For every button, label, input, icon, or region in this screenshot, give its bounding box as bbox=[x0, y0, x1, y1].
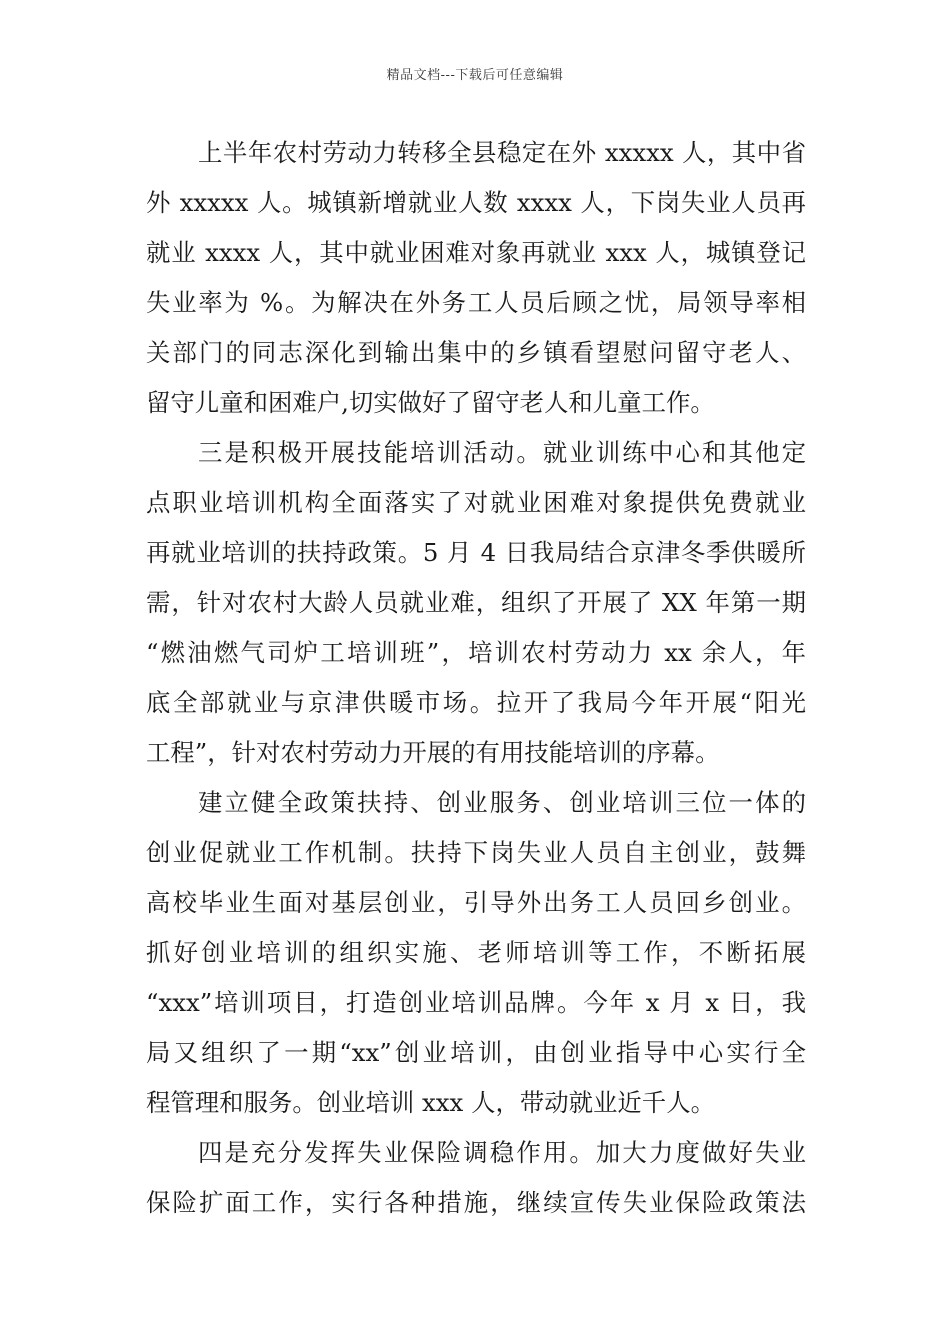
text-line: 需，针对农村大龄人员就业难，组织了开展了 XX 年第一期 bbox=[146, 588, 806, 617]
text-line: 点职业培训机构全面落实了对就业困难对象提供免费就业 bbox=[146, 488, 806, 517]
text-line: 保险扩面工作，实行各种措施，继续宣传失业保险政策法 bbox=[146, 1188, 806, 1217]
text-line: 抓好创业培训的组织实施、老师培训等工作，不断拓展 bbox=[146, 938, 806, 967]
text-line: 工程”，针对农村劳动力开展的有用技能培训的序幕。 bbox=[146, 738, 720, 767]
text-line: 创业促就业工作机制。扶持下岗失业人员自主创业，鼓舞 bbox=[146, 838, 806, 867]
paragraph-4 bbox=[146, 1128, 806, 1228]
text-line: 留守儿童和困难户,切实做好了留守老人和儿童工作。 bbox=[146, 388, 715, 417]
text-line: 局又组织了一期“xx”创业培训，由创业指导中心实行全 bbox=[146, 1038, 806, 1067]
text-line: “燃油燃气司炉工培训班”，培训农村劳动力 xx 余人，年 bbox=[146, 638, 806, 667]
text-line: 上半年农村劳动力转移全县稳定在外 xxxxx 人，其中省 bbox=[198, 138, 806, 167]
text-line: 建立健全政策扶持、创业服务、创业培训三位一体的 bbox=[198, 788, 806, 817]
text-line: 失业率为 %。为解决在外务工人员后顾之忧，局领导率相 bbox=[146, 288, 806, 317]
paragraph-1 bbox=[146, 128, 806, 428]
text-line: 三是积极开展技能培训活动。就业训练中心和其他定 bbox=[198, 438, 806, 467]
text-line: 底全部就业与京津供暖市场。拉开了我局今年开展“阳光 bbox=[146, 688, 806, 717]
paragraph-3 bbox=[146, 778, 806, 1128]
paragraph-2 bbox=[146, 428, 806, 778]
document-body bbox=[146, 128, 806, 1228]
text-line: 高校毕业生面对基层创业，引导外出务工人员回乡创业。 bbox=[146, 888, 806, 917]
text-line: 外 xxxxx 人。城镇新增就业人数 xxxx 人，下岗失业人员再 bbox=[146, 188, 806, 217]
text-line: 程管理和服务。创业培训 xxx 人，带动就业近千人。 bbox=[146, 1088, 715, 1117]
page-header: 精品文档---下载后可任意编辑 bbox=[386, 68, 564, 83]
text-line: 关部门的同志深化到输出集中的乡镇看望慰问留守老人、 bbox=[146, 338, 806, 367]
text-line: 四是充分发挥失业保险调稳作用。加大力度做好失业 bbox=[198, 1138, 806, 1167]
text-line: 就业 xxxx 人，其中就业困难对象再就业 xxx 人，城镇登记 bbox=[146, 238, 806, 267]
text-line: 再就业培训的扶持政策。5 月 4 日我局结合京津冬季供暖所 bbox=[146, 538, 806, 567]
text-line: “xxx”培训项目，打造创业培训品牌。今年 x 月 x 日，我 bbox=[146, 988, 806, 1017]
